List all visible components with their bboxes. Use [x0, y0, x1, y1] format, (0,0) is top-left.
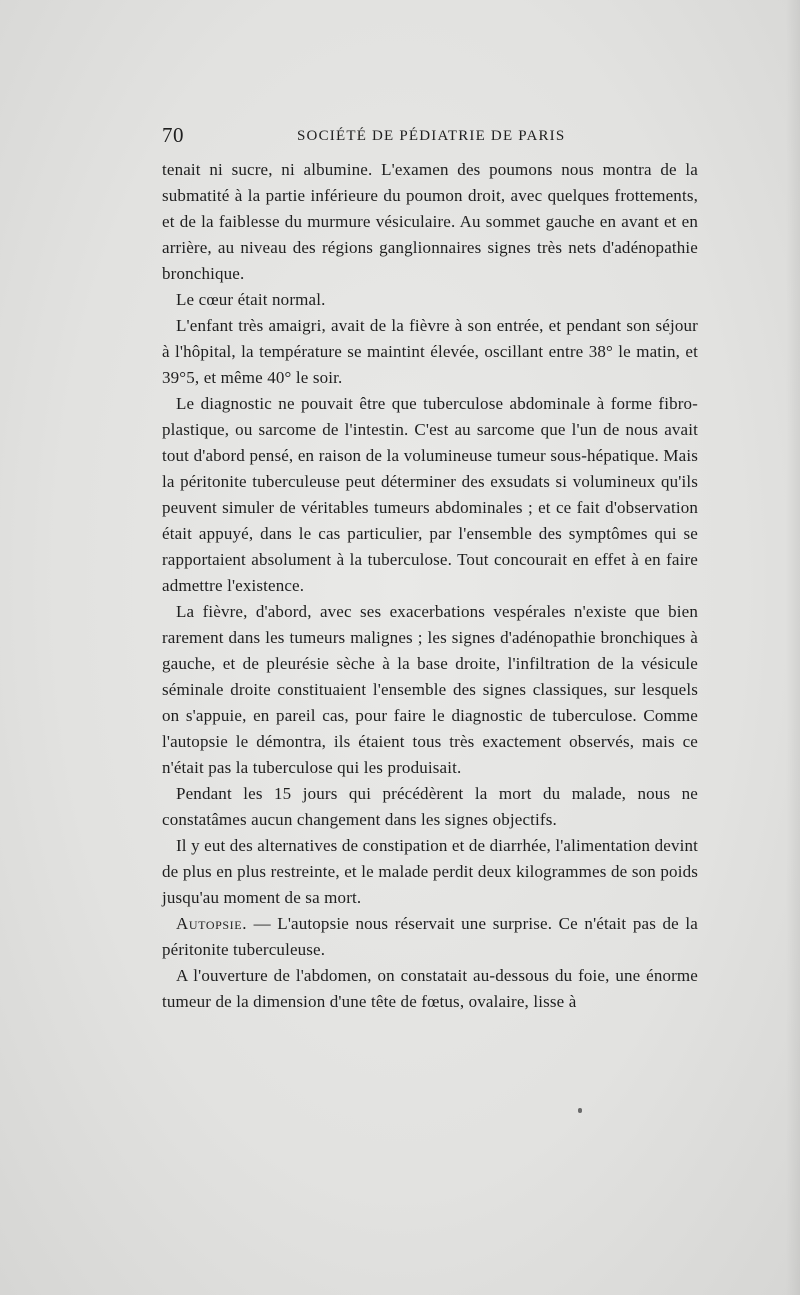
- body-text: [162, 157, 698, 1015]
- paragraph-1: tenait ni sucre, ni albumine. L'examen des poumons nous montra de la submatité à la partie inférieure du poumon droit, avec quelques frottements, et de la faiblesse du murmure vésiculaire. Au sommet gauche en avant et en arrière, au niveau des régions ganglionnaires signes très nets d'adénopathie bronchique.: [162, 160, 698, 283]
- paragraph-4: Le diagnostic ne pouvait être que tuberculose abdominale à forme fibro-plastique, ou sarcome de l'intestin. C'est au sarcome que l'un de nous avait tout d'abord pensé, en raison de la volumineuse tumeur sous-hépatique. Mais la péritonite tuberculeuse peut déterminer des exsudats si volumineux qu'ils peuvent simuler de véritables tumeurs abdominales ; et ce fait d'observation était appuyé, dans le cas particulier, par l'ensemble des symptômes qui se rapportaient absolument à la tuberculose. Tout concourait en effet à en faire admettre l'existence.: [162, 394, 698, 595]
- paragraph-6: Pendant les 15 jours qui précédèrent la mort du malade, nous ne constatâmes aucun changement dans les signes objectifs.: [162, 784, 698, 829]
- paragraph-2: Le cœur était normal.: [176, 290, 326, 309]
- page-number: 70: [162, 123, 184, 147]
- paragraph-9: A l'ouverture de l'abdomen, on constatait au-dessous du foie, une énorme tumeur de la dimension d'une tête de fœtus, ovalaire, lisse à: [162, 966, 698, 1011]
- running-head: SOCIÉTÉ DE PÉDIATRIE DE PARIS: [297, 128, 566, 144]
- paragraph-5: La fièvre, d'abord, avec ses exacerbations vespérales n'existe que bien rarement dans les tumeurs malignes ; les signes d'adénopathie bronchiques à gauche, et de pleurésie sèche à la base droite, l'infiltration de la vésicule séminale droite constituaient l'ensemble des signes classiques, sur lesquels on s'appuie, en pareil cas, pour faire le diagnostic de tuberculose. Comme l'autopsie le démontra, ils étaient tous très exactement observés, mais ce n'était pas la tuberculose qui les produisait.: [162, 602, 698, 777]
- page-header: [162, 122, 700, 148]
- paragraph-3: L'enfant très amaigri, avait de la fièvre à son entrée, et pendant son séjour à l'hôpital, la température se maintint élevée, oscillant entre 38° le matin, et 39°5, et même 40° le soir.: [162, 316, 698, 387]
- ink-speck: [578, 1108, 582, 1113]
- page-edge-shadow: [786, 0, 800, 1295]
- paragraph-8: [162, 911, 698, 963]
- autopsie-label: Autopsie.: [176, 914, 248, 933]
- paragraph-8-text: — L'autopsie nous réservait une surprise. Ce n'était pas de la péritonite tuberculeuse.: [162, 914, 698, 959]
- paragraph-7: Il y eut des alternatives de constipation et de diarrhée, l'alimentation devint de plus en plus restreinte, et le malade perdit deux kilogrammes de son poids jusqu'au moment de sa mort.: [162, 836, 698, 907]
